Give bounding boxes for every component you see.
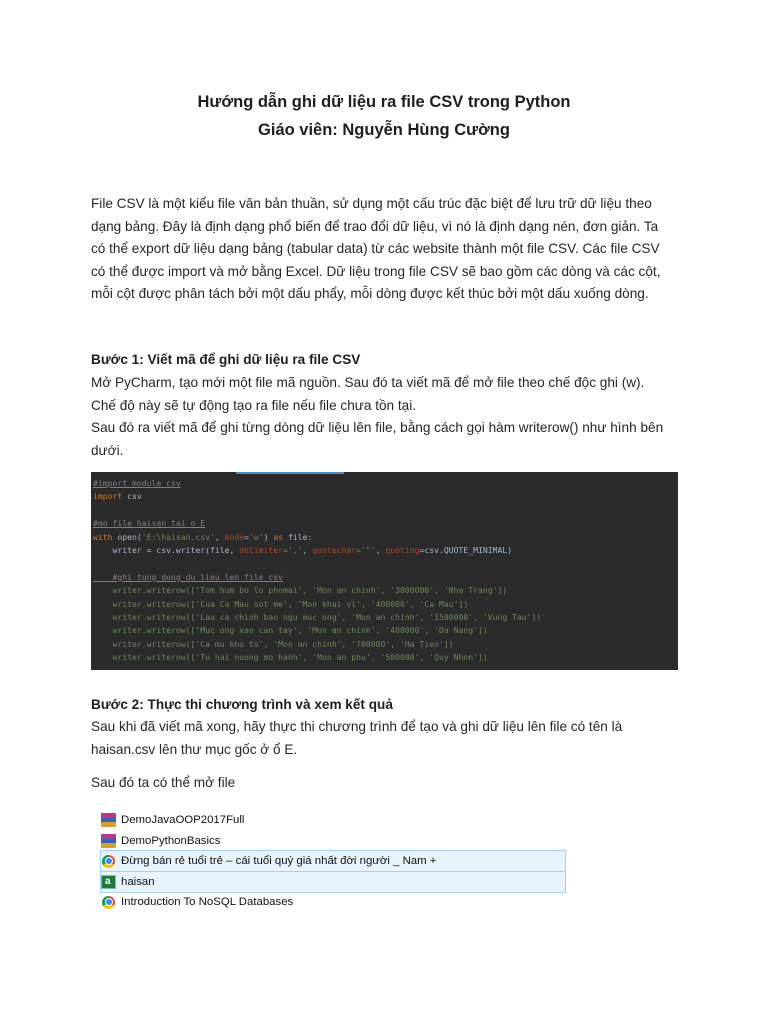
code-line xyxy=(93,490,678,503)
code-line xyxy=(93,651,678,664)
code-string: 'E:\haisan.csv' xyxy=(141,531,215,542)
code-text: writer = csv.writer(file, xyxy=(93,544,240,555)
file-item-selected[interactable] xyxy=(101,851,565,872)
code-keyword: import xyxy=(93,491,123,502)
code-line xyxy=(93,544,678,557)
step1-paragraph xyxy=(91,372,691,462)
code-text: , xyxy=(214,531,225,542)
file-name: DemoJavaOOP2017Full xyxy=(121,814,245,826)
step2-line: Sau khi đã viết mã xong, hãy thực thi chương trình để tạo và ghi dữ liệu lên file có tên là xyxy=(91,719,623,734)
step2-line: haisan.csv lên thư mục gốc ở ổ E. xyxy=(91,741,298,757)
code-line xyxy=(93,477,678,490)
code-string: =',' xyxy=(283,544,303,555)
code-line xyxy=(93,624,678,637)
code-line xyxy=(93,598,678,611)
code-line xyxy=(93,517,678,530)
step1-line: Chế độ này sẽ tự động tạo ra file nếu file chưa tồn tại. xyxy=(91,397,417,413)
code-writerow: writer.writerow(['Ca mu kho to', 'Mon an chinh', '700000', 'Ha Tien']) xyxy=(93,638,454,649)
code-screenshot xyxy=(91,472,678,670)
code-text: file: xyxy=(283,531,313,542)
step1-line: Mở PyCharm, tạo mới một file mã nguồn. Sau đó ta viết mã để mở file theo chế độc ghi (w). xyxy=(91,375,645,390)
code-text: =csv.QUOTE_MINIMAL) xyxy=(419,544,513,555)
code-text: = xyxy=(244,531,249,542)
chrome-icon xyxy=(102,896,115,909)
code-comment: #ghi tung dong du lieu len file csv xyxy=(93,571,284,582)
file-item[interactable] xyxy=(101,810,565,831)
code-keyword: as xyxy=(273,531,284,542)
code-line xyxy=(93,584,678,597)
step2-heading: Bước 2: Thực thi chương trình và xem kết quả xyxy=(91,697,393,712)
step1-heading: Bước 1: Viết mã để ghi dữ liệu ra file CSV xyxy=(91,352,361,367)
file-list xyxy=(101,810,565,913)
winrar-icon xyxy=(101,813,116,827)
code-line-blank xyxy=(93,557,678,570)
excel-icon xyxy=(101,875,116,889)
intro-line: File CSV là một kiểu file văn bản thuần, sử dụng một cấu trúc đặc biệt để lưu trữ dữ liệu theo xyxy=(91,196,652,211)
code-comment: #mo file haisan tai o E xyxy=(93,518,206,529)
code-text: csv xyxy=(122,491,142,502)
code-line xyxy=(93,638,678,651)
code-text: ) xyxy=(263,531,274,542)
code-writerow: writer.writerow(['Tu hai nuong mo hanh', 'Mon an phu', '500000', 'Quy Nhon']) xyxy=(93,652,488,663)
code-writerow: writer.writerow(['Tom hum bo lo phomai', 'Mon an chinh', '3000000', 'Nha Trang']) xyxy=(93,585,508,596)
file-item-haisan[interactable] xyxy=(101,872,565,893)
step2-paragraph xyxy=(91,716,691,761)
code-string: ='"' xyxy=(356,544,376,555)
intro-line: mỗi cột được phân tách bởi một dấu phẩy, mỗi dòng được kết thúc bởi một dấu xuống dòng. xyxy=(91,286,649,301)
document-subtitle: Giáo viên: Nguyễn Hùng Cường xyxy=(258,121,510,139)
code-string: 'w' xyxy=(248,531,264,542)
code-param: quotechar xyxy=(312,544,357,555)
code-writerow: writer.writerow(['Muc ong xao can tay', 'Mon an chinh', '400000', 'Da Nang']) xyxy=(93,625,488,636)
intro-paragraph xyxy=(91,193,691,306)
intro-line: có thể được import và mở bằng Excel. Dữ liệu trong file CSV sẽ bao gồm các dòng và các cột, xyxy=(91,263,661,279)
code-text: , xyxy=(375,544,386,555)
code-comment: #import module csv xyxy=(93,478,181,488)
code-param: mode xyxy=(224,531,245,542)
code-keyword: with xyxy=(93,531,113,542)
code-param: quoting xyxy=(385,544,420,555)
step1-line: Sau đó ra viết mã để ghi từng dòng dữ liệu lên file, bằng cách gọi hàm writerow() như hình bên xyxy=(91,420,664,435)
code-param: delimiter xyxy=(239,544,284,555)
intro-line: dạng bảng. Đây là định dạng phổ biến để trao đổi dữ liệu, vì nó là định dạng nén, đơn giản. Ta xyxy=(91,218,659,234)
code-writerow: writer.writerow(['Cua Ca Mau sot me', 'Mon khai vi', '400000', 'Ca Mau']) xyxy=(93,598,469,609)
chrome-icon xyxy=(102,855,115,868)
code-text: open( xyxy=(112,531,142,542)
intro-line: có thể export dữ liệu dạng bảng (tabular data) từ các website thành một file CSV. Các file CSV xyxy=(91,241,660,256)
document-title: Hướng dẫn ghi dữ liệu ra file CSV trong Python xyxy=(197,93,571,111)
step2-after-text: Sau đó ta có thể mở file xyxy=(91,775,236,790)
file-name: Introduction To NoSQL Databases xyxy=(121,896,294,908)
file-name: haisan xyxy=(121,875,155,888)
code-line xyxy=(93,611,678,624)
winrar-icon xyxy=(101,834,116,848)
file-name: DemoPythonBasics xyxy=(121,834,221,847)
code-text: , xyxy=(302,544,313,555)
code-line-blank xyxy=(93,504,678,517)
code-line xyxy=(93,531,678,544)
file-item[interactable] xyxy=(101,892,565,913)
editor-tab-indicator xyxy=(236,472,344,474)
file-item[interactable] xyxy=(101,831,565,852)
code-writerow: writer.writerow(['Lau ca chinh bao ngu muc ong', 'Mon an chinh', '1500000', 'Vung Tau']) xyxy=(93,611,542,622)
code-line xyxy=(93,571,678,584)
file-name: Đừng bán rẻ tuổi trẻ – cái tuổi quý giá nhất đời người _ Nam + xyxy=(121,855,437,867)
step1-line: dưới. xyxy=(91,442,124,458)
